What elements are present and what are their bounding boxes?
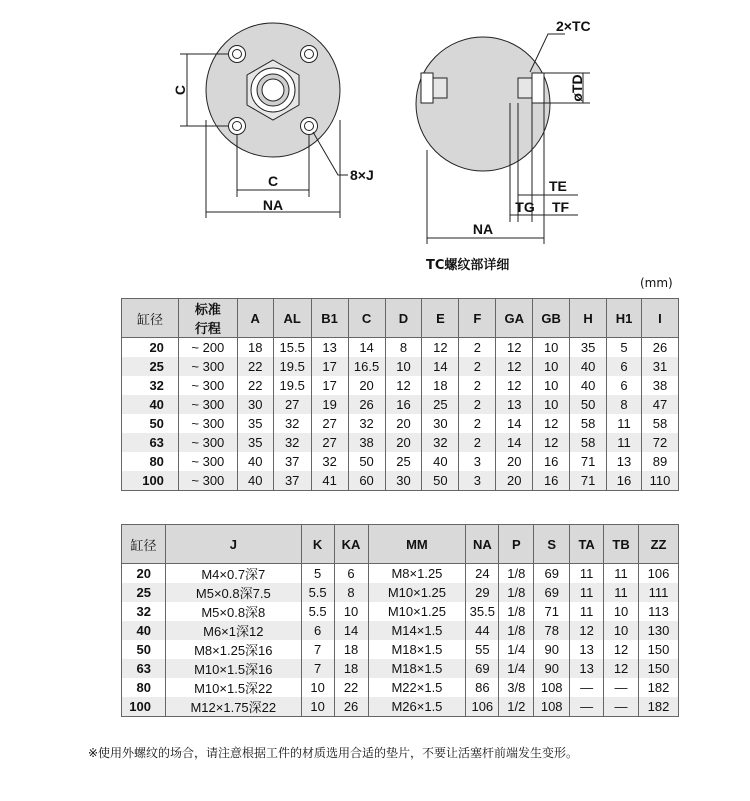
dim-c-horizontal: C	[267, 173, 279, 189]
table-cell: 26	[348, 395, 385, 414]
table-cell: 1/8	[499, 621, 534, 640]
table-cell: —	[570, 678, 604, 697]
column-header: B1	[311, 299, 348, 338]
table-cell: 20	[496, 452, 533, 471]
table-cell: 19.5	[273, 357, 311, 376]
table-cell: 2	[459, 376, 496, 395]
table-cell: M4×0.7深7	[165, 564, 301, 584]
table-cell: 89	[641, 452, 678, 471]
table-row	[122, 452, 679, 471]
table-cell: 58	[570, 433, 607, 452]
bore-size-cell: 63	[122, 659, 166, 678]
table-cell: 38	[641, 376, 678, 395]
table-cell: 6	[607, 376, 642, 395]
table-cell: M5×0.8深8	[165, 602, 301, 621]
table-cell: 8	[385, 338, 422, 358]
table-cell: 30	[237, 395, 273, 414]
usage-note: ※使用外螺纹的场合，请注意根据工件的材质选用合适的垫片，不要让活塞杆前端发生变形。	[88, 746, 579, 760]
table-row	[122, 583, 679, 602]
table-cell: 35	[570, 338, 607, 358]
table-cell: 16	[533, 452, 570, 471]
table-cell: 20	[385, 433, 422, 452]
dim-na-left: NA	[262, 197, 284, 213]
dim-na-right: NA	[472, 221, 494, 237]
table-cell: 6	[301, 621, 334, 640]
column-header: P	[499, 525, 534, 564]
table-cell: 32	[422, 433, 459, 452]
table-cell: 11	[570, 583, 604, 602]
table-cell: 1/8	[499, 564, 534, 584]
table-cell: 106	[639, 564, 679, 584]
column-header: D	[385, 299, 422, 338]
table-cell: 5	[607, 338, 642, 358]
table-cell: 108	[534, 697, 570, 717]
table-cell: 32	[273, 433, 311, 452]
column-header: NA	[466, 525, 499, 564]
column-header: C	[348, 299, 385, 338]
table-cell: 3	[459, 471, 496, 491]
table-cell: 35	[237, 414, 273, 433]
table-cell: 5.5	[301, 583, 334, 602]
table-cell: 25	[422, 395, 459, 414]
table-cell: 12	[604, 659, 639, 678]
table-cell: 30	[385, 471, 422, 491]
table-row	[122, 640, 679, 659]
table-cell: 37	[273, 452, 311, 471]
table-cell: 22	[237, 376, 273, 395]
table-cell: 3/8	[499, 678, 534, 697]
table-cell: 11	[607, 414, 642, 433]
table-cell: 10	[385, 357, 422, 376]
table-cell: 32	[311, 452, 348, 471]
bore-size-cell: 20	[122, 564, 166, 584]
column-header: J	[165, 525, 301, 564]
table-cell: 7	[301, 659, 334, 678]
table-cell: 12	[533, 414, 570, 433]
column-header: ZZ	[639, 525, 679, 564]
table-cell: 31	[641, 357, 678, 376]
table-cell: M10×1.5深16	[165, 659, 301, 678]
table-cell: 90	[534, 659, 570, 678]
table-cell: —	[604, 678, 639, 697]
bore-size-cell: 63	[122, 433, 179, 452]
table-cell: 10	[301, 697, 334, 717]
table-row	[122, 697, 679, 717]
column-header: I	[641, 299, 678, 338]
table-cell: 16	[385, 395, 422, 414]
table-cell: 10	[301, 678, 334, 697]
bore-size-cell: 100	[122, 471, 179, 491]
table-cell: 150	[639, 640, 679, 659]
dim-j-callout: 8×J	[350, 167, 374, 183]
table-cell: 17	[311, 376, 348, 395]
table-cell: M8×1.25深16	[165, 640, 301, 659]
table-cell: 110	[641, 471, 678, 491]
table-cell: ~ 300	[178, 376, 237, 395]
table-cell: ~ 300	[178, 395, 237, 414]
table-cell: 12	[604, 640, 639, 659]
table-cell: 10	[533, 338, 570, 358]
table-cell: 90	[534, 640, 570, 659]
table-cell: 16.5	[348, 357, 385, 376]
table-cell: 40	[570, 376, 607, 395]
table-cell: 12	[422, 338, 459, 358]
table-cell: 8	[607, 395, 642, 414]
table-cell: 16	[533, 471, 570, 491]
table-cell: 32	[273, 414, 311, 433]
table-cell: 11	[607, 433, 642, 452]
table-cell: 69	[534, 583, 570, 602]
table-cell: 69	[466, 659, 499, 678]
column-header: F	[459, 299, 496, 338]
table-cell: 41	[311, 471, 348, 491]
table-cell: 12	[533, 433, 570, 452]
dim-te: TE	[549, 178, 567, 194]
table-cell: 40	[422, 452, 459, 471]
table-cell: 1/4	[499, 659, 534, 678]
table-row	[122, 338, 679, 358]
table-cell: ~ 300	[178, 452, 237, 471]
column-header: TB	[604, 525, 639, 564]
column-header: H	[570, 299, 607, 338]
table-cell: 16	[607, 471, 642, 491]
table-cell: 2	[459, 395, 496, 414]
table-row	[122, 357, 679, 376]
table-cell: 10	[604, 621, 639, 640]
dimension-drawings	[0, 0, 750, 275]
table-cell: M10×1.5深22	[165, 678, 301, 697]
table-cell: 47	[641, 395, 678, 414]
table-cell: 111	[639, 583, 679, 602]
table-row	[122, 395, 679, 414]
bore-size-cell: 40	[122, 395, 179, 414]
table-cell: 20	[385, 414, 422, 433]
table-cell: 19	[311, 395, 348, 414]
table-cell: M10×1.25	[368, 583, 466, 602]
table-cell: 27	[311, 433, 348, 452]
table-cell: ~ 300	[178, 414, 237, 433]
table-cell: 14	[422, 357, 459, 376]
table-cell: 35	[237, 433, 273, 452]
table-row	[122, 602, 679, 621]
table-cell: 15.5	[273, 338, 311, 358]
dim-tc-callout: 2×TC	[556, 18, 591, 34]
table-cell: 10	[533, 395, 570, 414]
dim-tg: TG	[515, 199, 535, 215]
table-cell: 14	[496, 433, 533, 452]
table-cell: 17	[311, 357, 348, 376]
table-cell: 1/8	[499, 583, 534, 602]
table-cell: 20	[496, 471, 533, 491]
dim-c-vertical: C	[172, 84, 188, 96]
table-cell: 13	[570, 640, 604, 659]
bore-size-cell: 32	[122, 376, 179, 395]
dimension-table-2	[121, 524, 679, 717]
table-cell: ~ 300	[178, 433, 237, 452]
table-cell: 13	[311, 338, 348, 358]
table-cell: 25	[385, 452, 422, 471]
table-cell: 71	[534, 602, 570, 621]
table-cell: 38	[348, 433, 385, 452]
bore-size-cell: 20	[122, 338, 179, 358]
table-cell: 55	[466, 640, 499, 659]
table-cell: M14×1.5	[368, 621, 466, 640]
column-header: A	[237, 299, 273, 338]
table-cell: M22×1.5	[368, 678, 466, 697]
bore-size-cell: 40	[122, 621, 166, 640]
table-row	[122, 376, 679, 395]
front-view	[180, 23, 348, 218]
table-cell: M12×1.75深22	[165, 697, 301, 717]
table-cell: 12	[496, 357, 533, 376]
table-cell: 10	[533, 357, 570, 376]
table-cell: 26	[641, 338, 678, 358]
dim-td: øTD	[569, 74, 585, 102]
column-header: S	[534, 525, 570, 564]
table-cell: 14	[496, 414, 533, 433]
table-cell: 71	[570, 471, 607, 491]
table-row	[122, 471, 679, 491]
table-cell: 12	[496, 376, 533, 395]
table-row	[122, 659, 679, 678]
table-cell: M8×1.25	[368, 564, 466, 584]
table-cell: 22	[237, 357, 273, 376]
table-cell: 30	[422, 414, 459, 433]
column-header: MM	[368, 525, 466, 564]
table-cell: M10×1.25	[368, 602, 466, 621]
table-cell: 106	[466, 697, 499, 717]
table-cell: 18	[237, 338, 273, 358]
table-cell: 78	[534, 621, 570, 640]
table-row	[122, 621, 679, 640]
table-cell: 13	[607, 452, 642, 471]
table-cell: ~ 300	[178, 471, 237, 491]
bore-size-cell: 50	[122, 640, 166, 659]
table-cell: 18	[334, 659, 368, 678]
table-cell: M18×1.5	[368, 659, 466, 678]
table-cell: 29	[466, 583, 499, 602]
table-cell: 150	[639, 659, 679, 678]
table-cell: 10	[334, 602, 368, 621]
table-cell: 69	[534, 564, 570, 584]
table-cell: —	[570, 697, 604, 717]
table-cell: 58	[641, 414, 678, 433]
table-cell: 50	[348, 452, 385, 471]
table-cell: 7	[301, 640, 334, 659]
table-cell: 1/2	[499, 697, 534, 717]
column-header: H1	[607, 299, 642, 338]
table-cell: 40	[237, 471, 273, 491]
table-cell: 2	[459, 433, 496, 452]
table-cell: 26	[334, 697, 368, 717]
table-cell: 71	[570, 452, 607, 471]
table-cell: 108	[534, 678, 570, 697]
dim-tf: TF	[552, 199, 570, 215]
table-cell: 86	[466, 678, 499, 697]
table-cell: 2	[459, 357, 496, 376]
table-cell: 20	[348, 376, 385, 395]
table-cell: M26×1.5	[368, 697, 466, 717]
table-cell: 18	[334, 640, 368, 659]
table-cell: 14	[348, 338, 385, 358]
table-cell: 37	[273, 471, 311, 491]
table-cell: 27	[311, 414, 348, 433]
table-cell: 13	[570, 659, 604, 678]
table-cell: —	[604, 697, 639, 717]
bore-size-cell: 25	[122, 357, 179, 376]
column-header: 标准 行程	[178, 299, 237, 338]
table-cell: 12	[385, 376, 422, 395]
table-cell: 18	[422, 376, 459, 395]
table-cell: 40	[570, 357, 607, 376]
table-cell: 44	[466, 621, 499, 640]
table-cell: 1/8	[499, 602, 534, 621]
column-header: KA	[334, 525, 368, 564]
table-cell: 6	[334, 564, 368, 584]
table-cell: 2	[459, 338, 496, 358]
table-row	[122, 433, 679, 452]
table-cell: 72	[641, 433, 678, 452]
bore-size-cell: 25	[122, 583, 166, 602]
column-header: GB	[533, 299, 570, 338]
bore-size-cell: 80	[122, 452, 179, 471]
table-row	[122, 414, 679, 433]
table-cell: 24	[466, 564, 499, 584]
table-cell: 11	[570, 602, 604, 621]
table-cell: 10	[604, 602, 639, 621]
bore-size-cell: 50	[122, 414, 179, 433]
table-cell: M18×1.5	[368, 640, 466, 659]
table-cell: 113	[639, 602, 679, 621]
bore-size-cell: 80	[122, 678, 166, 697]
table-cell: 60	[348, 471, 385, 491]
column-header: 缸径	[122, 299, 179, 338]
column-header: AL	[273, 299, 311, 338]
table-cell: 5.5	[301, 602, 334, 621]
table-cell: M6×1深12	[165, 621, 301, 640]
table-row	[122, 678, 679, 697]
table-cell: 1/4	[499, 640, 534, 659]
table-cell: 12	[496, 338, 533, 358]
table-cell: ~ 200	[178, 338, 237, 358]
table-cell: 2	[459, 414, 496, 433]
table-cell: 58	[570, 414, 607, 433]
table-row	[122, 564, 679, 584]
table-cell: 130	[639, 621, 679, 640]
table-cell: 11	[604, 564, 639, 584]
table-cell: 50	[570, 395, 607, 414]
table-cell: 22	[334, 678, 368, 697]
bore-size-cell: 32	[122, 602, 166, 621]
table-cell: 8	[334, 583, 368, 602]
table-cell: 182	[639, 678, 679, 697]
bore-size-cell: 100	[122, 697, 166, 717]
table-cell: 40	[237, 452, 273, 471]
table-cell: 11	[604, 583, 639, 602]
unit-label: (mm)	[640, 276, 673, 290]
column-header: E	[422, 299, 459, 338]
table-cell: ~ 300	[178, 357, 237, 376]
table-cell: 50	[422, 471, 459, 491]
column-header: TA	[570, 525, 604, 564]
table-cell: 12	[570, 621, 604, 640]
table-cell: 11	[570, 564, 604, 584]
table-cell: 182	[639, 697, 679, 717]
tc-detail-caption: TC螺纹部详细	[426, 258, 510, 273]
dimension-table-1	[121, 298, 679, 491]
table-cell: 5	[301, 564, 334, 584]
table-cell: 3	[459, 452, 496, 471]
column-header: GA	[496, 299, 533, 338]
table-cell: 14	[334, 621, 368, 640]
table-cell: 10	[533, 376, 570, 395]
table-cell: 13	[496, 395, 533, 414]
table-cell: 6	[607, 357, 642, 376]
column-header: K	[301, 525, 334, 564]
table-cell: 35.5	[466, 602, 499, 621]
table-cell: 27	[273, 395, 311, 414]
column-header: 缸径	[122, 525, 166, 564]
table-cell: 19.5	[273, 376, 311, 395]
table-cell: 32	[348, 414, 385, 433]
table-cell: M5×0.8深7.5	[165, 583, 301, 602]
